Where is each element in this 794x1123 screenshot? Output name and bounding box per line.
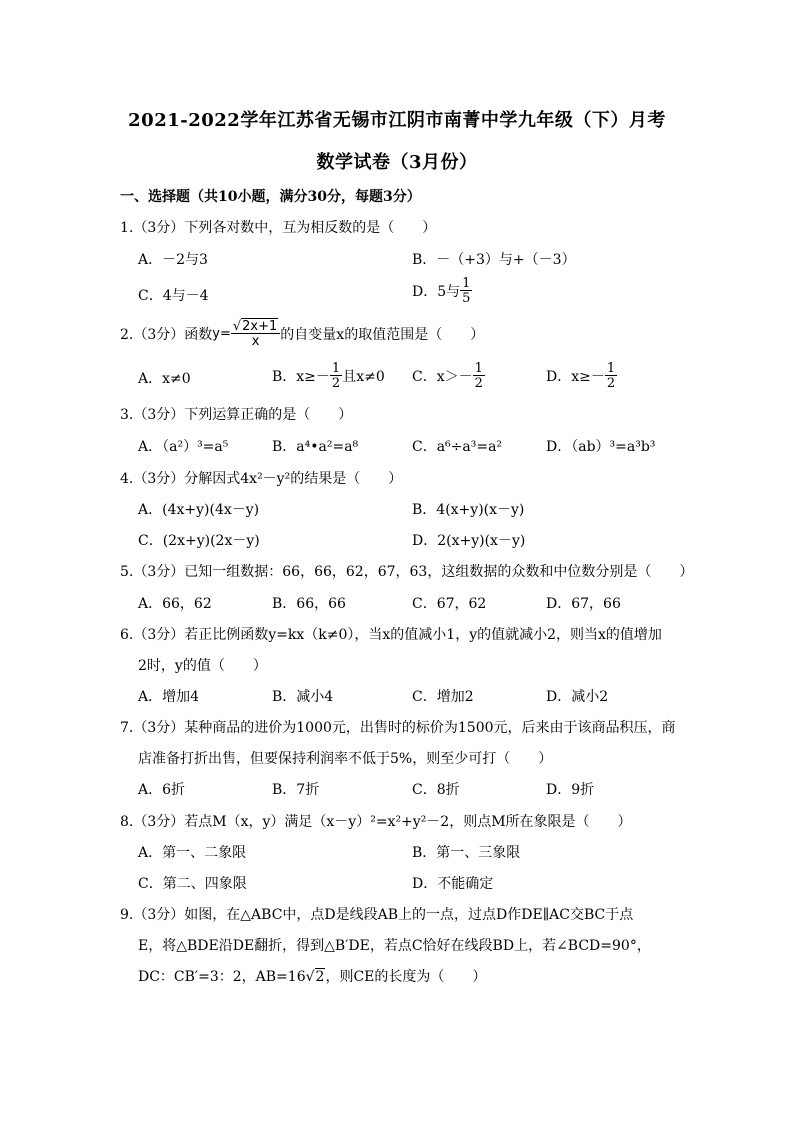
q6-stem-line1: 6.（3分）若正比例函数y=kx（k≠0），当x的值减小1，y的值就减小2，则当x的值增加 — [120, 627, 662, 643]
sqrt-radicand: 2 — [315, 969, 325, 985]
q5-stem: 5.（3分）已知一组数据：66，66，62，67，63，这组数据的众数和中位数分别是（ ） — [120, 564, 694, 580]
section-heading: 一、选择题（共10小题，满分30分，每题3分） — [120, 189, 421, 205]
q8-option-b[interactable]: B．第一、三象限 — [412, 845, 521, 861]
q2-option-d[interactable]: D．x≥－ $\frac{1}{2}$ — [546, 361, 616, 391]
q9-stem-line1: 9.（3分）如图，在△ABC中，点D是线段AB上的一点，过点D作DE∥AC交BC于点 — [120, 907, 634, 923]
q3-option-a[interactable]: A．（a²）³=a⁵ — [138, 439, 229, 455]
q4-stem: 4.（3分）分解因式4x²－y²的结果是（ ） — [120, 471, 403, 487]
q3-stem: 3.（3分）下列运算正确的是（ ） — [120, 407, 353, 423]
q7-option-d[interactable]: D．9折 — [546, 782, 595, 798]
sqrt-fraction: $\frac{√2x+1}{x}$ — [231, 320, 280, 348]
q7-option-c[interactable]: C．8折 — [412, 782, 460, 798]
q7-option-b[interactable]: B．7折 — [272, 782, 320, 798]
q2-option-b[interactable]: B．x≥－ $\frac{1}{2}$ 且x≠0 — [272, 361, 385, 391]
q8-option-a[interactable]: A．第一、二象限 — [138, 845, 247, 861]
q5-option-a[interactable]: A．66，62 — [138, 596, 212, 612]
q6-option-c[interactable]: C．增加2 — [412, 689, 474, 705]
q1-stem: 1.（3分）下列各对数中，互为相反数的是（ ） — [120, 220, 437, 236]
q6-stem-line2: 2时，y的值（ ） — [138, 658, 267, 674]
q3-option-b[interactable]: B．a⁴•a²=a⁸ — [272, 439, 359, 455]
q5-option-d[interactable]: D．67，66 — [546, 596, 621, 612]
q6-option-d[interactable]: D．减小2 — [546, 689, 609, 705]
q1-option-d[interactable] — [412, 277, 472, 305]
q7-stem-line2: 店准备打折出售，但要保持利润率不低于5%，则至少可打（ ） — [138, 751, 553, 767]
q1-option-d-label: D．5与 — [412, 284, 461, 300]
q5-option-b[interactable]: B．66，66 — [272, 596, 346, 612]
q1-option-c[interactable]: C．4与－4 — [138, 288, 209, 304]
q4-option-d[interactable]: D．2(x+y)(x－y) — [412, 533, 526, 549]
q3-option-c[interactable]: C．a⁶÷a³=a² — [412, 439, 503, 455]
page-title-line2: 数学试卷（3月份） — [316, 152, 478, 173]
q8-option-d[interactable]: D．不能确定 — [412, 876, 494, 892]
q9-stem-line2: E，将△BDE沿DE翻折，得到△B′DE，若点C恰好在线段BD上，若∠BCD=90°， — [138, 938, 651, 954]
q6-option-b[interactable]: B．减小4 — [272, 689, 334, 705]
page-title-line1: 2021-2022学年江苏省无锡市江阴市南菁中学九年级（下）月考 — [128, 110, 666, 131]
q5-option-c[interactable]: C．67，62 — [412, 596, 487, 612]
q6-option-a[interactable]: A．增加4 — [138, 689, 200, 705]
q7-option-a[interactable]: A．6折 — [138, 782, 186, 798]
q2-option-c[interactable]: C．x＞－ $\frac{1}{2}$ — [412, 361, 483, 391]
q3-option-d[interactable]: D．（ab）³=a³b³ — [546, 439, 656, 455]
q8-option-c[interactable]: C．第二、四象限 — [138, 876, 247, 892]
fraction: $\frac{1}{5}$ — [462, 276, 471, 306]
q9-stem-line3: DC：CB′=3：2，AB=16√2，则CE的长度为（ ） — [138, 969, 487, 985]
q4-option-b[interactable]: B．4(x+y)(x－y) — [412, 502, 525, 518]
q8-stem: 8.（3分）若点M（x，y）满足（x－y）²=x²+y²－2，则点M所在象限是（ ） — [120, 814, 632, 830]
q4-option-c[interactable]: C．(2x+y)(2x－y) — [138, 533, 260, 549]
q4-option-a[interactable]: A．(4x+y)(4x－y) — [138, 502, 260, 518]
q7-stem-line1: 7.（3分）某种商品的进价为1000元，出售时的标价为1500元，后来由于该商品积压，商 — [120, 720, 676, 736]
q2-stem: 2.（3分）函数y= $\frac{√2x+1}{x}$ 的自变量x的取值范围是（ ） — [120, 319, 485, 349]
q2-option-a[interactable]: A．x≠0 — [138, 371, 191, 387]
q1-option-a[interactable]: A．－2与3 — [138, 252, 208, 268]
q1-option-b[interactable]: B．－（+3）与+（－3） — [412, 252, 576, 268]
